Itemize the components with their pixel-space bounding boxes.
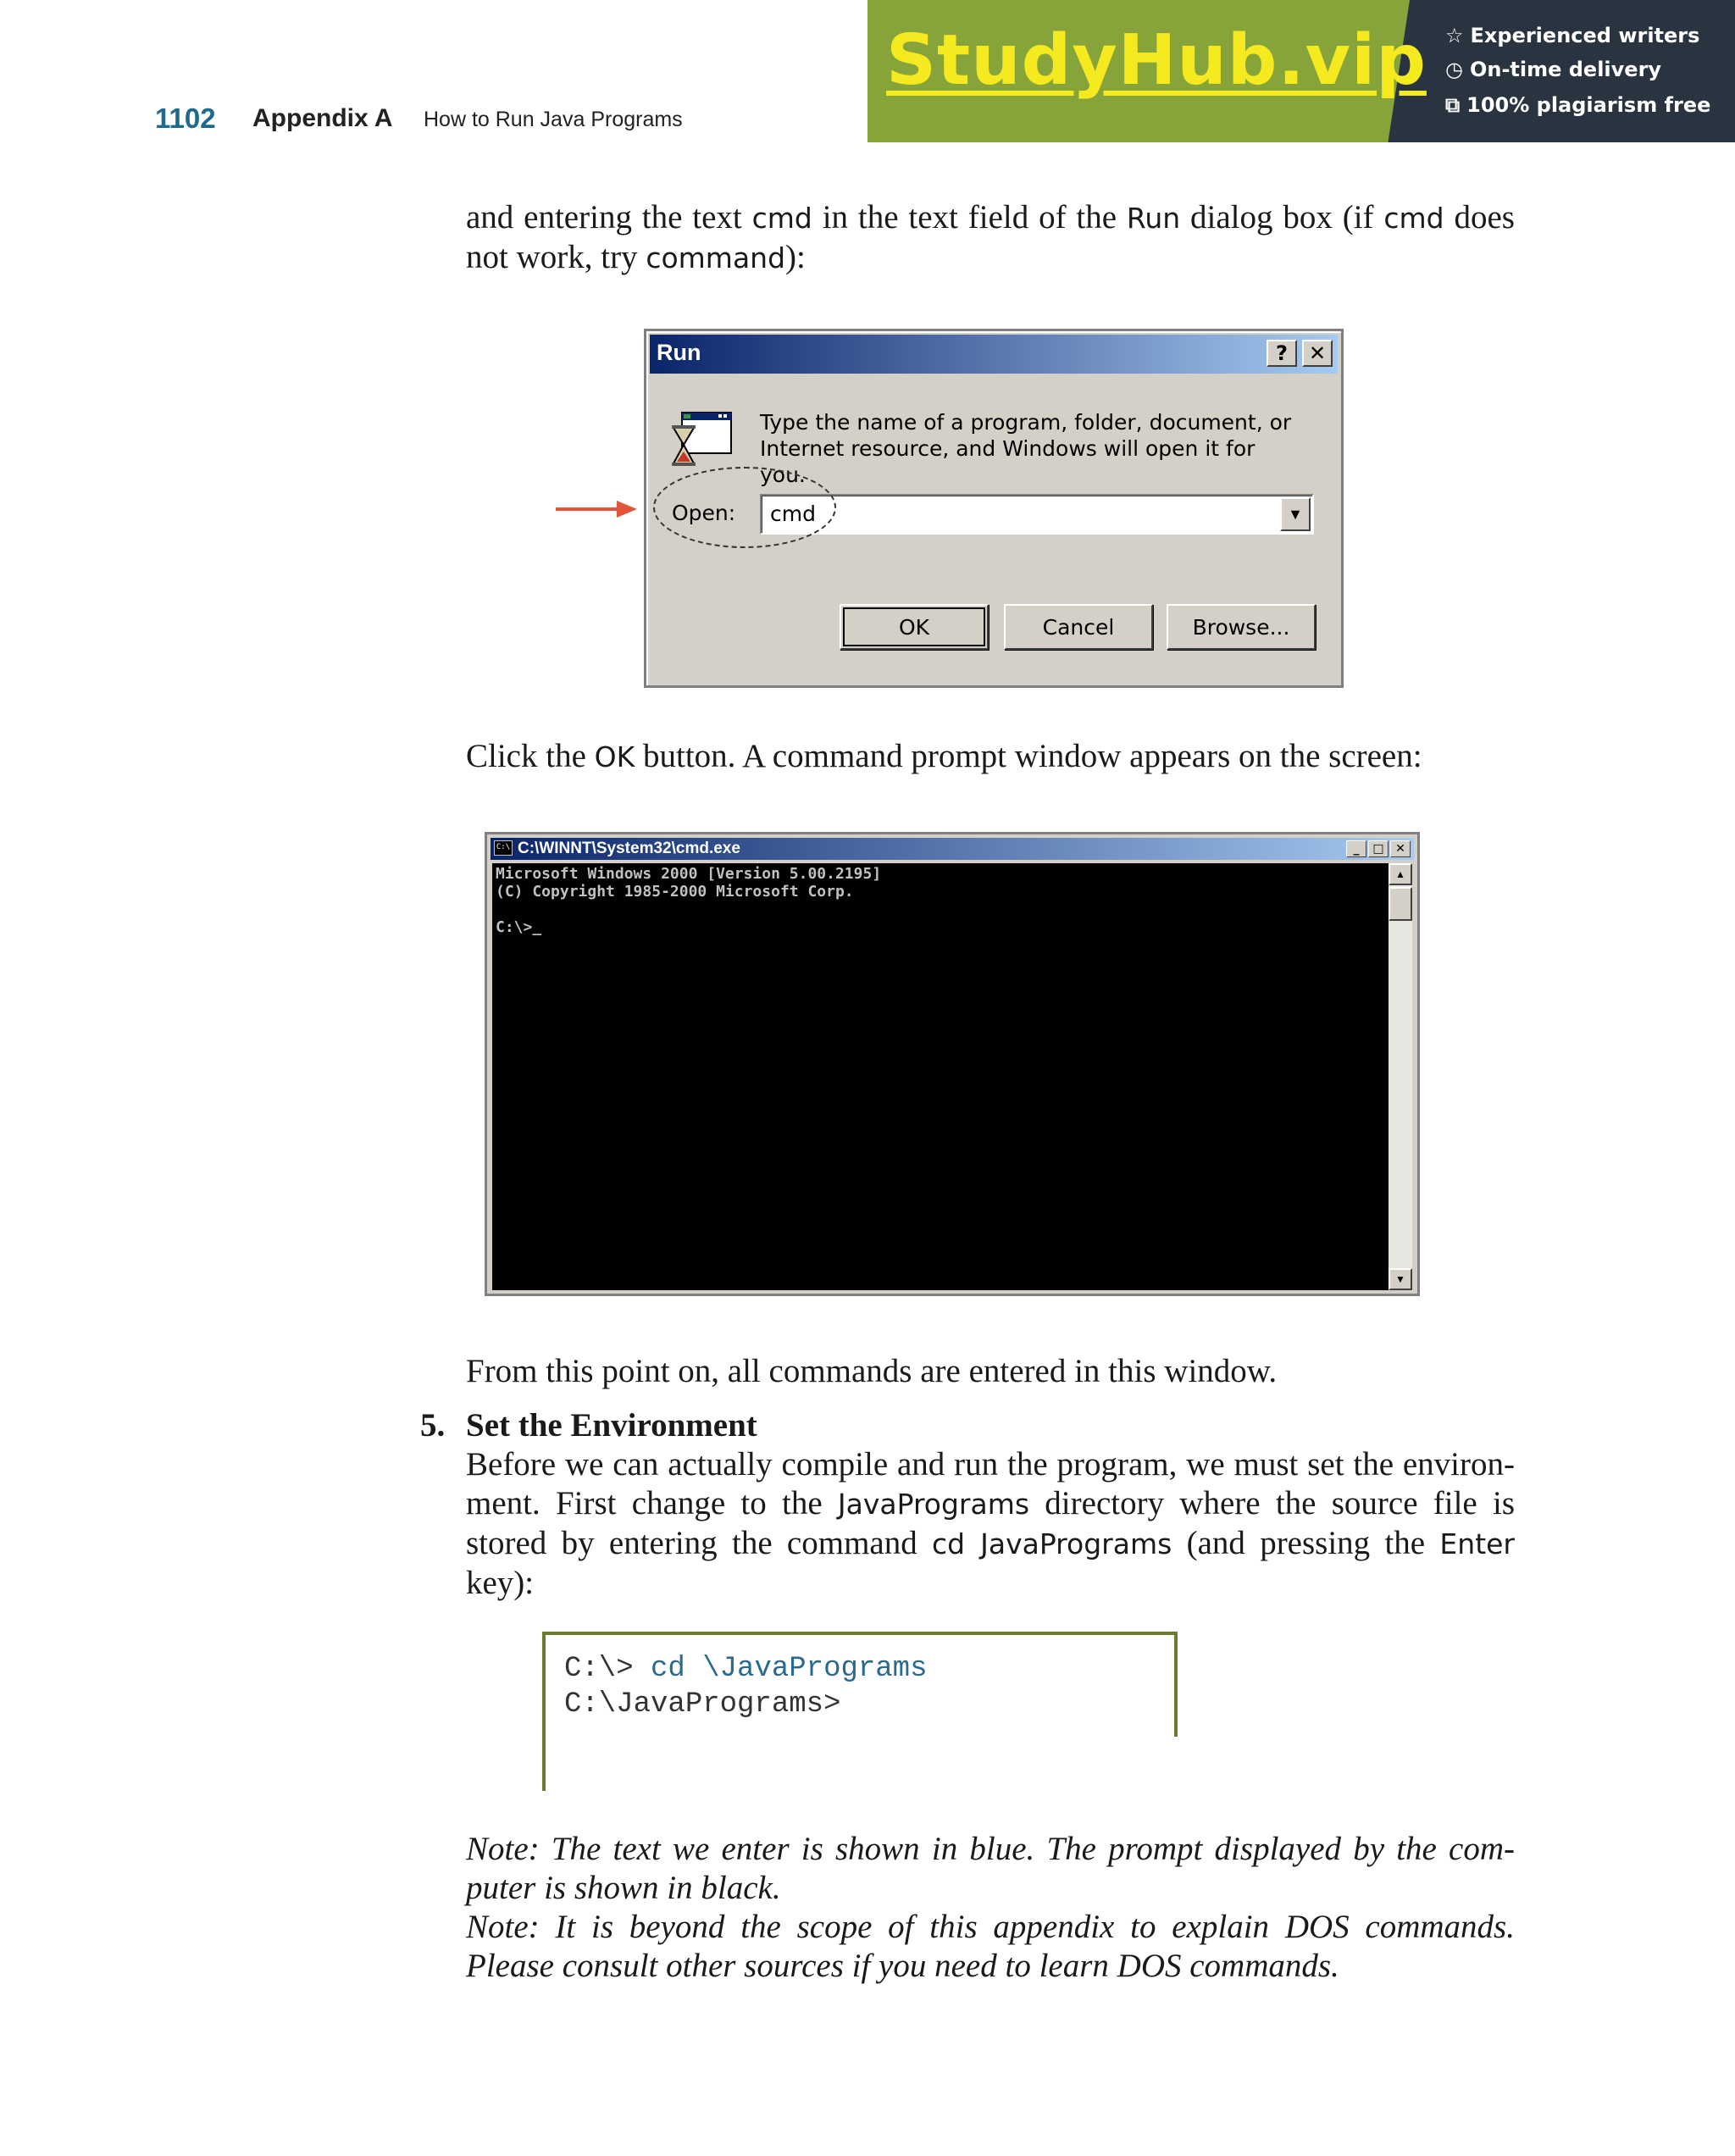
- page-number: 1102: [155, 103, 216, 134]
- help-button[interactable]: ?: [1267, 340, 1297, 367]
- scroll-up-icon[interactable]: ▲: [1389, 863, 1412, 885]
- open-input-value[interactable]: cmd: [770, 502, 816, 526]
- step-title: Set the Environment: [466, 1407, 757, 1444]
- studyhub-banner[interactable]: [868, 0, 1735, 142]
- prompt-text: C:\JavaPrograms>: [564, 1688, 841, 1721]
- ok-button[interactable]: OK: [840, 604, 989, 650]
- run-description: [760, 409, 1302, 488]
- console-area[interactable]: [492, 863, 1390, 1290]
- console-icon: C:\: [494, 840, 513, 856]
- banner-feature-plagiarism: [1445, 93, 1710, 117]
- code-line: [564, 1688, 840, 1721]
- text-run: dialog box (if: [1180, 199, 1384, 236]
- console-output: Microsoft Windows 2000 [Version 5.00.2195] (C) Copyright 1985-2000 Microsoft Corp. C:\>_: [496, 865, 882, 936]
- text-run: Click the: [466, 738, 595, 774]
- banner-feature-text: 100% plagiarism free: [1466, 93, 1711, 117]
- inline-code: command: [646, 241, 786, 274]
- open-label: Open:: [672, 501, 736, 525]
- text-run: Before we can actually compile and run the program, we must set the environ-ment. First change to the: [466, 1446, 1515, 1521]
- banner-feature-delivery: [1445, 58, 1661, 81]
- code-box-border: [1174, 1632, 1178, 1737]
- appendix-label: Appendix A: [252, 104, 393, 132]
- banner-feature-writers: [1445, 24, 1699, 47]
- inline-code: JavaPrograms: [837, 1488, 1030, 1521]
- banner-feature-text: On-time delivery: [1469, 58, 1662, 81]
- text-run: ):: [785, 239, 806, 275]
- code-line: [564, 1652, 927, 1686]
- inline-code: cmd: [751, 202, 812, 235]
- close-button[interactable]: ✕: [1390, 840, 1411, 857]
- click-paragraph: [466, 737, 1515, 777]
- cancel-button[interactable]: Cancel: [1004, 604, 1153, 650]
- clock-icon: ◷: [1445, 58, 1463, 81]
- banner-feature-text: Experienced writers: [1470, 24, 1700, 47]
- scroll-thumb[interactable]: [1389, 887, 1412, 921]
- star-icon: ☆: [1445, 24, 1464, 47]
- text-run: and entering the text: [466, 199, 752, 236]
- prompt-text: C:\>: [564, 1653, 651, 1685]
- cmd-title: C:\WINNT\System32\cmd.exe: [518, 840, 740, 857]
- minimize-button[interactable]: _: [1346, 840, 1366, 857]
- text-run: (and pressing the: [1172, 1525, 1440, 1561]
- copy-icon: ⧉: [1445, 93, 1461, 117]
- text-run: directory where the source file is stored by entering the command: [466, 1485, 1516, 1561]
- run-title: Run: [657, 340, 701, 365]
- typed-command: cd \JavaPrograms: [651, 1653, 928, 1685]
- maximize-button[interactable]: □: [1368, 840, 1389, 857]
- text-run: does not work, try: [466, 199, 1515, 275]
- red-arrow-icon: [556, 498, 637, 520]
- run-titlebar[interactable]: [650, 335, 1338, 374]
- text-run: in the text field of the: [812, 199, 1127, 236]
- step-paragraph: [466, 1445, 1515, 1603]
- studyhub-logo[interactable]: StudyHub.vip: [886, 20, 1427, 101]
- text-run: button. A command prompt window appears on the screen:: [635, 738, 1422, 774]
- after-cmd-paragraph: From this point on, all commands are entered in this window.: [466, 1353, 1278, 1389]
- cmd-window: [485, 832, 1420, 1296]
- inline-code: Run: [1126, 202, 1181, 235]
- close-button[interactable]: ✕: [1302, 340, 1333, 367]
- inline-code: Enter: [1439, 1527, 1515, 1560]
- open-input[interactable]: [760, 494, 1314, 535]
- cmd-titlebar[interactable]: [491, 838, 1414, 860]
- description-line: Internet resource, and Windows will open it for you.: [760, 436, 1256, 487]
- scroll-down-icon[interactable]: ▼: [1389, 1268, 1412, 1290]
- chevron-down-icon[interactable]: ▼: [1280, 497, 1311, 531]
- run-program-icon: [672, 411, 733, 472]
- note-dos-scope: Note: It is beyond the scope of this appendix to explain DOS commands. Please consult other sources if you need to learn DOS commands.: [466, 1909, 1515, 1984]
- inline-code: OK: [594, 740, 635, 773]
- inline-code: cmd: [1383, 202, 1444, 235]
- code-box: [542, 1632, 1174, 1791]
- run-dialog: [644, 329, 1344, 688]
- note-blue-text: Note: The text we enter is shown in blue. The prompt displayed by the com-puter is shown in black.: [466, 1831, 1515, 1906]
- description-line: Type the name of a program, folder, document, or: [760, 410, 1292, 435]
- vertical-scrollbar[interactable]: [1389, 863, 1412, 1290]
- appendix-title: How to Run Java Programs: [424, 108, 683, 131]
- text-run: key):: [466, 1565, 535, 1601]
- inline-code: cd JavaPrograms: [932, 1527, 1172, 1560]
- step-number: 5.: [420, 1407, 446, 1444]
- intro-paragraph: [466, 198, 1515, 278]
- browse-button[interactable]: Browse...: [1167, 604, 1316, 650]
